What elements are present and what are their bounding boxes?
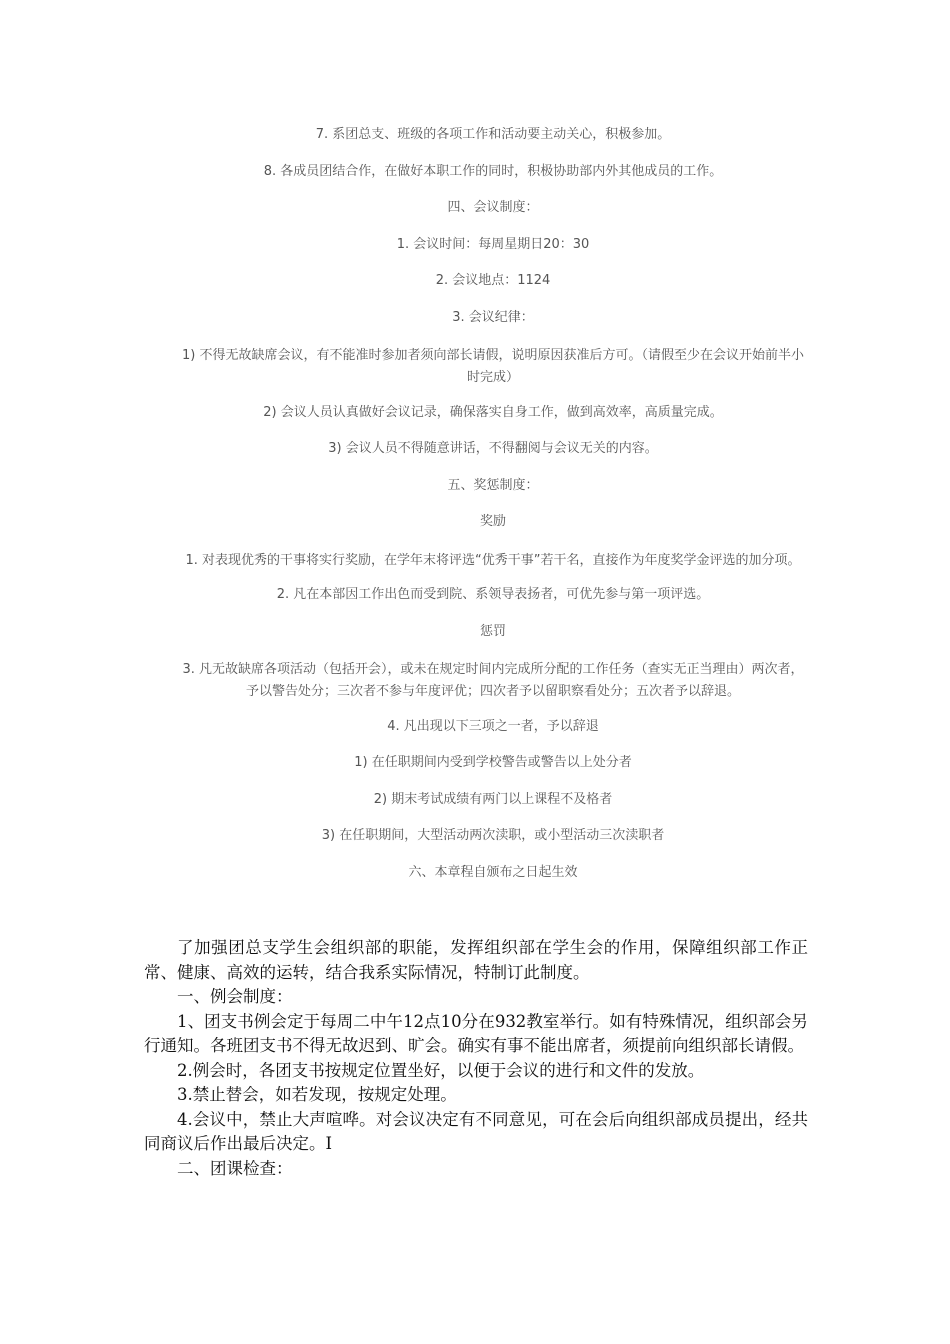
rewards-subheading: 奖励 [479,514,506,529]
section-heading-meeting: 四、会议制度： [447,200,539,215]
penalties-subheading: 惩罚 [479,623,506,639]
section-heading-class-check: 二、团课检查： [177,1158,293,1178]
dismissal-condition-1: 1) 在任职期间内受到学校警告或警告以上处分者 [354,755,632,770]
dismissal-condition-3: 3) 在任职期间，大型活动两次渎职，或小型活动三次渎职者 [321,828,665,843]
section-heading-effective: 六、本章程自颁布之日起生效 [408,864,578,880]
penalty-rule-3: 3. 凡无故缺席各项活动（包括开会），或未在规定时间内完成所分配的工作任务（查实无正当理由）两次者，予以警告处分；三次者不参与年度评优；四次者予以留职察看处分；五次者予以辞退。 [182,662,804,699]
meeting-time: 1. 会议时间：每周星期日20：30 [396,236,590,252]
section-heading-regular-meeting: 一、例会制度： [177,987,293,1006]
item-8: 8. 各成员团结合作，在做好本职工作的同时，积极协助部内外其他成员的工作。 [263,163,723,179]
penalty-rule-4: 4. 凡出现以下三项之一者，予以辞退 [387,718,599,734]
discipline-rule-2: 2) 会议人员认真做好会议记录，确保落实自身工作，做到高效率，高质量完成。 [263,404,723,420]
meeting-rule-2: 2.例会时，各团支书按规定位置坐好，以便于会议的进行和文件的发放。 [177,1060,705,1080]
meeting-place: 2. 会议地点：1124 [435,273,551,288]
reward-rule-2: 2. 凡在本部因工作出色而受到院、系领导表扬者，可优先参与第一项评选。 [276,587,710,602]
meeting-rule-4: 4.会议中，禁止大声喧哗。对会议决定有不同意见，可在会后向组织部成员提出，经共同商议后作出最后决定。I [144,1109,808,1153]
reward-rule-1: 1. 对表现优秀的干事将实行奖励，在学年末将评选“优秀干事”若干名，直接作为年度奖学金评选的加分项。 [185,552,801,568]
dismissal-condition-2: 2) 期末考试成绩有两门以上课程不及格者 [373,791,613,807]
meeting-rule-3: 3.禁止替会，如若发现，按规定处理。 [177,1085,457,1104]
discipline-rule-1: 1) 不得无故缺席会议，有不能准时参加者须向部长请假，说明原因获准后方可。（请假至少在会议开始前半小时完成） [182,348,804,385]
meeting-discipline-heading: 3. 会议纪律： [452,309,534,325]
section-heading-rewards: 五、奖惩制度： [447,477,539,493]
regulation-web-excerpt [176,126,810,900]
meeting-rule-1: 1、团支书例会定于每周二中午12点10分在932教室举行。如有特殊情况，组织部会另行通知。各班团支书不得无故迟到、旷会。确实有事不能出席者，须提前向组织部长请假。 [144,1011,808,1055]
intro-paragraph: 了加强团总支学生会组织部的职能，发挥组织部在学生会的作用，保障组织部工作正常、健康、高效的运转，结合我系实际情况，特制订此制度。 [144,938,808,982]
organization-dept-rules [144,936,808,1181]
item-7: 7. 系团总支、班级的各项工作和活动要主动关心，积极参加。 [315,127,671,142]
discipline-rule-3: 3) 会议人员不得随意讲话，不得翻阅与会议无关的内容。 [328,441,658,456]
